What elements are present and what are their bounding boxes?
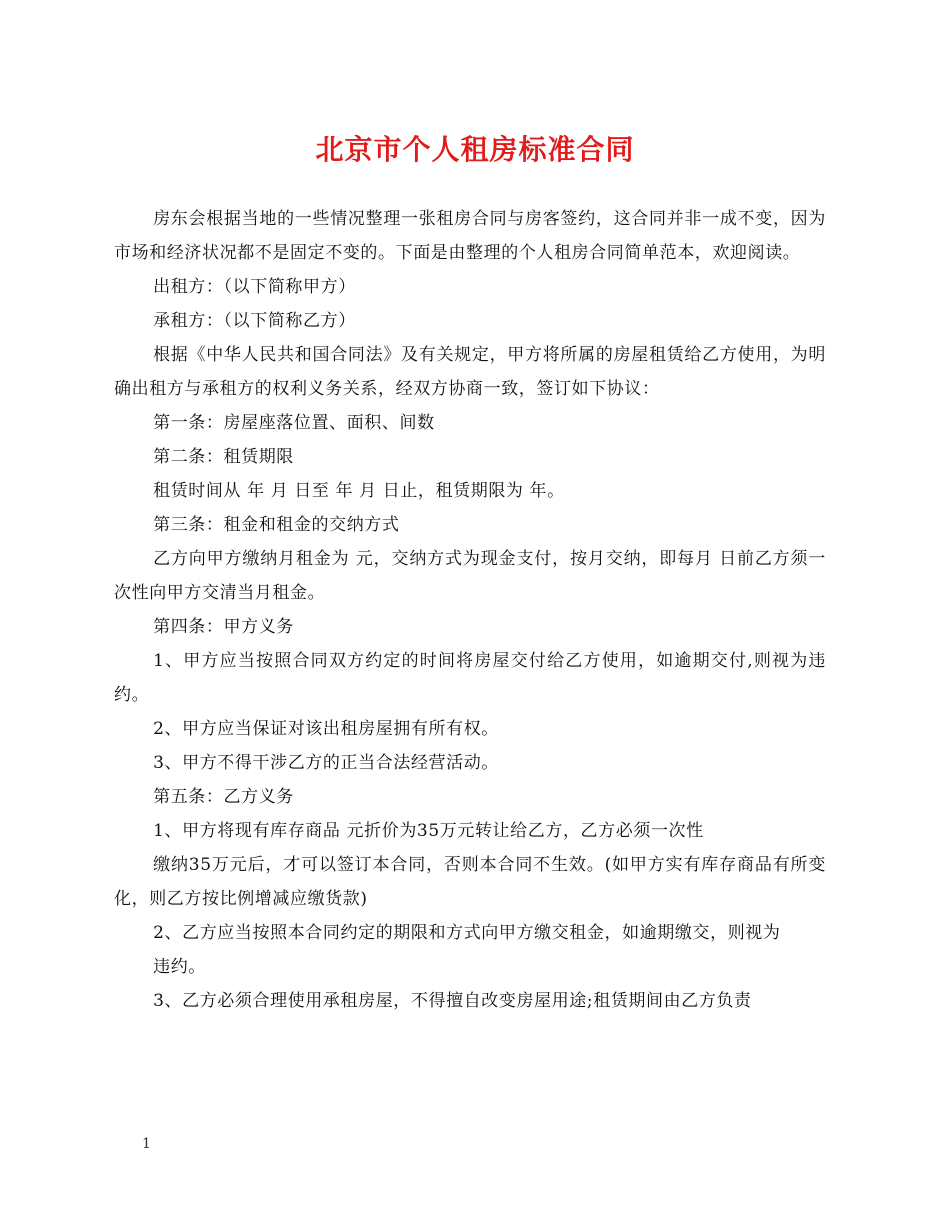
- lessee-duty-1-continued: 缴纳35万元后，才可以签订本合同，否则本合同不生效。(如甲方实有库存商品有所变化，则乙方按比例增减应缴货款): [114, 855, 826, 909]
- lessor-duty-1: 1、甲方应当按照合同双方约定的时间将房屋交付给乙方使用，如逾期交付,则视为违约。: [114, 651, 826, 705]
- lessor-line: 出租方：（以下简称甲方）: [153, 277, 356, 297]
- lessee-duty-2: 2、乙方应当按照本合同约定的期限和方式向甲方缴交租金，如逾期缴交，则视为: [153, 923, 781, 943]
- article-5-heading: 第五条：乙方义务: [153, 787, 294, 807]
- lessee-duty-3: 3、乙方必须合理使用承租房屋，不得擅自改变房屋用途;租赁期间由乙方负责: [153, 991, 752, 1011]
- page-number: 1: [142, 1136, 151, 1152]
- document-title: 北京市个人租房标准合同: [315, 133, 635, 166]
- lessee-line: 承租方：（以下简称乙方）: [153, 311, 356, 331]
- article-3-heading: 第三条：租金和租金的交纳方式: [153, 515, 400, 535]
- lessor-duty-2: 2、甲方应当保证对该出租房屋拥有所有权。: [153, 719, 499, 739]
- article-1-heading: 第一条：房屋座落位置、面积、间数: [153, 413, 435, 433]
- article-2-heading: 第二条：租赁期限: [153, 447, 294, 467]
- document-body: [114, 202, 826, 1018]
- lessee-duty-1: 1、甲方将现有库存商品 元折价为35万元转让给乙方，乙方必须一次性: [153, 821, 704, 841]
- rent-payment-paragraph: 乙方向甲方缴纳月租金为 元，交纳方式为现金支付，按月交纳，即每月 日前乙方须一次性向甲方交清当月租金。: [114, 549, 826, 603]
- lessee-duty-2-continued: 违约。: [153, 957, 206, 977]
- lessor-duty-3: 3、甲方不得干涉乙方的正当合法经营活动。: [153, 753, 499, 773]
- lease-period-line: 租赁时间从 年 月 日至 年 月 日止，租赁期限为 年。: [153, 481, 565, 501]
- article-4-heading: 第四条：甲方义务: [153, 617, 294, 637]
- legal-basis-paragraph: 根据《中华人民共和国合同法》及有关规定，甲方将所属的房屋租赁给乙方使用，为明确出租方与承租方的权利义务关系，经双方协商一致，签订如下协议：: [114, 345, 826, 399]
- intro-paragraph: 房东会根据当地的一些情况整理一张租房合同与房客签约，这合同并非一成不变，因为市场和经济状况都不是固定不变的。下面是由整理的个人租房合同简单范本，欢迎阅读。: [114, 209, 826, 263]
